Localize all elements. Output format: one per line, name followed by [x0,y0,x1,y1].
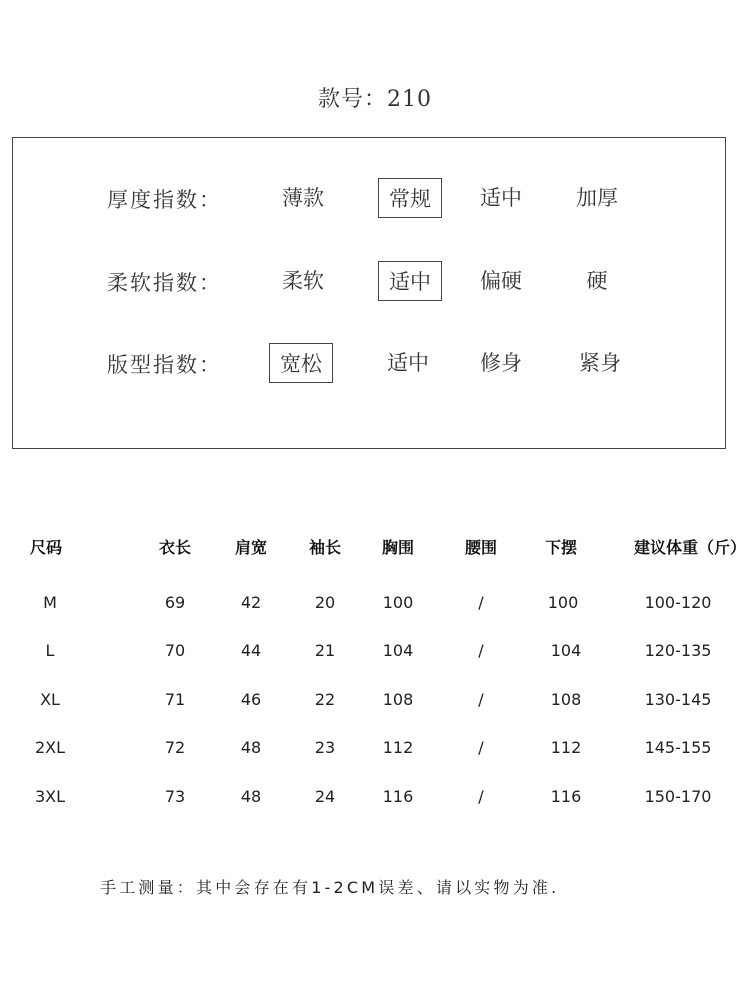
attribute-row-thickness [13,178,725,218]
attribute-option-selected: 适中 [378,261,442,301]
attribute-row-fit [13,343,725,383]
table-cell: 112 [382,738,414,757]
column-header: 衣长 [158,538,192,557]
table-cell: 48 [240,738,262,757]
table-row [0,588,750,618]
attribute-option: 柔软 [282,269,324,293]
table-cell: 116 [382,787,414,806]
column-header: 下摆 [544,538,578,557]
table-row [0,782,750,812]
table-cell: 71 [164,690,186,709]
table-cell: / [478,690,484,709]
table-cell: 44 [240,641,262,660]
table-cell: 46 [240,690,262,709]
table-header [0,533,750,563]
table-cell: 100-120 [644,593,712,612]
table-cell: 22 [314,690,336,709]
table-cell: 2XL [34,738,66,757]
table-cell: 21 [314,641,336,660]
table-cell: 20 [314,593,336,612]
column-header: 胸围 [381,538,415,557]
attribute-option: 适中 [387,351,429,375]
attribute-option-selected: 常规 [378,178,442,218]
attribute-option: 加厚 [576,186,618,210]
table-cell: XL [40,690,60,709]
table-cell: / [478,787,484,806]
table-row [0,733,750,763]
attribute-option: 硬 [586,269,608,293]
table-cell: 3XL [34,787,66,806]
table-cell: 108 [550,690,582,709]
table-cell: / [478,593,484,612]
table-cell: 23 [314,738,336,757]
column-header: 腰围 [464,538,498,557]
table-cell: 72 [164,738,186,757]
table-cell: L [45,641,55,660]
table-cell: 24 [314,787,336,806]
table-cell: 116 [550,787,582,806]
table-row [0,636,750,666]
table-cell: / [478,738,484,757]
column-header: 建议体重（斤） [633,538,747,557]
table-cell: 104 [550,641,582,660]
attribute-option: 修身 [480,351,522,375]
column-header: 尺码 [30,538,63,557]
table-cell: 108 [382,690,414,709]
attribute-label: 厚度指数： [107,188,222,212]
attribute-panel [12,137,726,449]
table-cell: 145-155 [644,738,712,757]
measurement-note: 手工测量：其中会存在有1-2CM误差、请以实物为准. [100,878,560,897]
table-row [0,685,750,715]
table-cell: 104 [382,641,414,660]
table-cell: 150-170 [644,787,712,806]
attribute-option: 薄款 [282,186,324,210]
table-cell: 73 [164,787,186,806]
attribute-option: 紧身 [579,351,621,375]
attribute-option-selected: 宽松 [269,343,333,383]
table-cell: 112 [550,738,582,757]
table-cell: 48 [240,787,262,806]
table-cell: 100 [547,593,579,612]
column-header: 肩宽 [234,538,268,557]
table-cell: 42 [240,593,262,612]
table-cell: 100 [382,593,414,612]
attribute-label: 版型指数： [107,353,222,377]
table-cell: 120-135 [644,641,712,660]
table-cell: / [478,641,484,660]
table-cell: 69 [164,593,186,612]
table-cell: 70 [164,641,186,660]
model-number: 款号：210 [318,87,432,112]
attribute-option: 适中 [480,186,522,210]
column-header: 袖长 [308,538,342,557]
table-cell: 130-145 [644,690,712,709]
attribute-option: 偏硬 [480,269,522,293]
table-cell: M [43,593,57,612]
attribute-label: 柔软指数： [107,271,222,295]
attribute-row-softness [13,261,725,301]
